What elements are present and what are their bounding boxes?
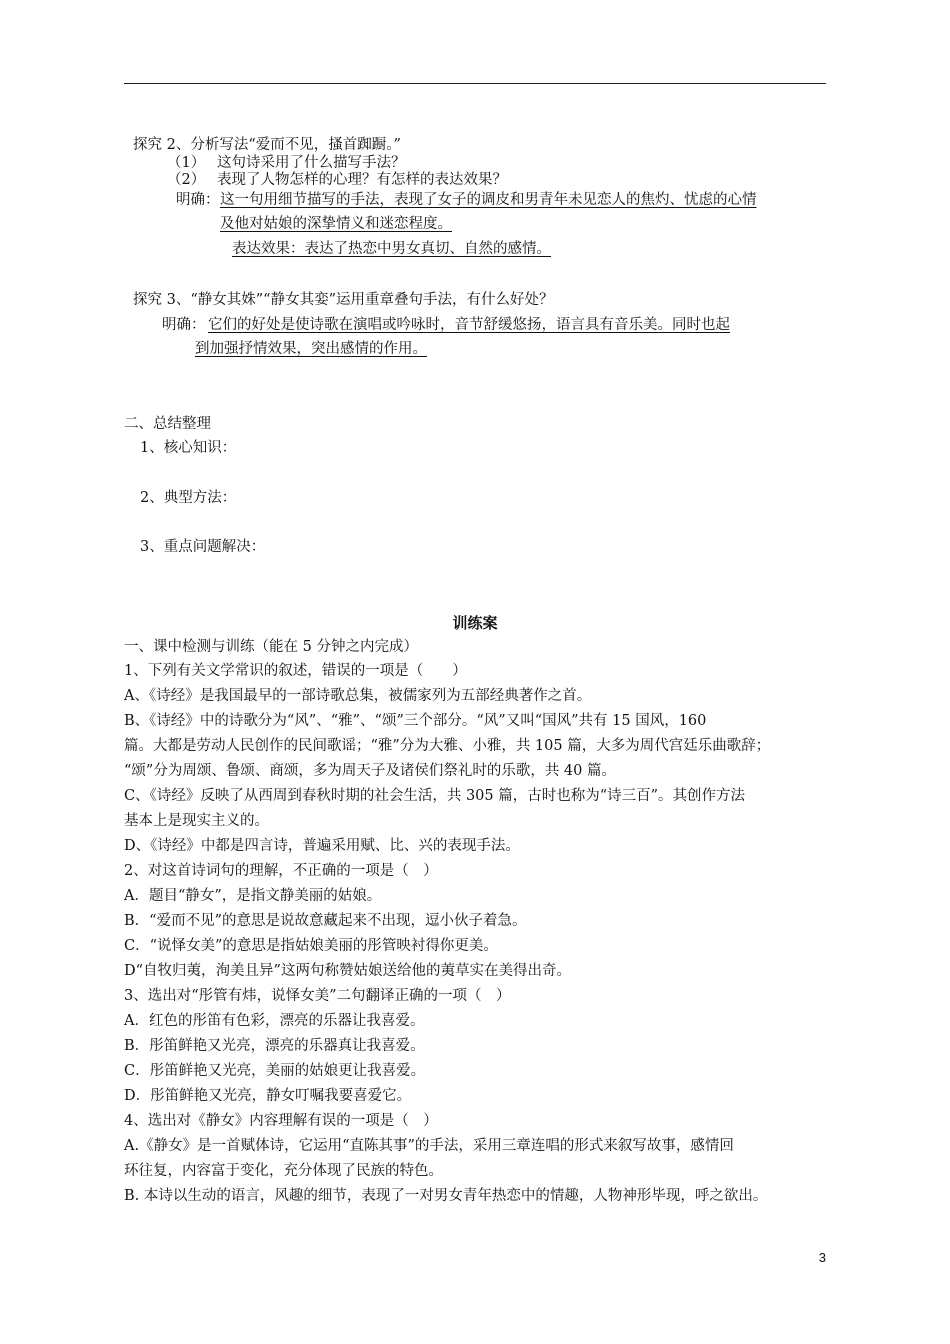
summary-item-problem: 3、重点问题解决： [140, 539, 266, 555]
training-line: C、《诗经》反映了从西周到春秋时期的社会生活，共 305 篇，古时也称为“诗三百”。其创作方法 [124, 788, 746, 804]
training-title: 训练案 [452, 614, 498, 632]
explore2-sub1: 这句诗采用了什么描写手法？ [217, 155, 406, 171]
explore2-sub2-number: （2） [167, 172, 206, 188]
training-section-heading: 一、课中检测与训练（能在 5 分钟之内完成） [124, 639, 418, 655]
training-line: 1、下列有关文学常识的叙述，错误的一项是（ ） [124, 663, 467, 679]
training-line: 篇。大都是劳动人民创作的民间歌谣；“雅”分为大雅、小雅，共 105 篇，大多为周代宫廷乐曲歌辞； [124, 738, 771, 754]
training-line: B．彤笛鲜艳又光亮，漂亮的乐器真让我喜爱。 [124, 1038, 425, 1054]
header-rule [124, 83, 826, 84]
explore2-answer-line1: 这一句用细节描写的手法，表现了女子的调皮和男青年未见恋人的焦灼、忧虑的心情 [220, 192, 757, 208]
explore2-effect: 表达效果：表达了热恋中男女真切、自然的感情。 [232, 241, 551, 257]
summary-item-core: 1、核心知识： [140, 440, 237, 456]
training-line: A．题目“静女”，是指文静美丽的姑娘。 [124, 888, 382, 904]
training-line: D．彤笛鲜艳又光亮，静女叮嘱我要喜爱它。 [124, 1088, 412, 1104]
training-line: 2、对这首诗词句的理解，不正确的一项是（ ） [124, 863, 438, 879]
training-line: 4、选出对《静女》内容理解有误的一项是（ ） [124, 1113, 438, 1129]
explore2-sub2: 表现了人物怎样的心理？有怎样的表达效果？ [217, 172, 507, 188]
training-line: 环往复，内容富于变化，充分体现了民族的特色。 [124, 1163, 443, 1179]
training-line: A.《静女》是一首赋体诗，它运用“直陈其事”的手法，采用三章连唱的形式来叙写故事，感情回 [124, 1138, 734, 1154]
explore2-answer-label: 明确： [176, 192, 220, 208]
training-line: 基本上是现实主义的。 [124, 813, 269, 829]
training-line: A、《诗经》是我国最早的一部诗歌总集，被儒家列为五部经典著作之首。 [124, 688, 592, 704]
summary-item-method: 2、典型方法： [140, 490, 237, 506]
training-line: C．“说怿女美”的意思是指姑娘美丽的彤管映衬得你更美。 [124, 938, 498, 954]
training-line: D、《诗经》中都是四言诗，普遍采用赋、比、兴的表现手法。 [124, 838, 520, 854]
explore3-answer-line1: 它们的好处是使诗歌在演唱或吟咏时，音节舒缓悠扬，语言具有音乐美。同时也起 [208, 317, 730, 333]
explore2-question: 探究 2、分析写法“爱而不见，搔首踟蹰。” [133, 137, 401, 153]
explore3-question: 探究 3、“静女其姝”“静女其娈”运用重章叠句手法，有什么好处？ [133, 292, 554, 308]
explore3-answer-line2: 到加强抒情效果，突出感情的作用。 [195, 341, 427, 357]
explore3-answer-label: 明确： [162, 317, 206, 333]
training-line: A．红色的彤笛有色彩，漂亮的乐器让我喜爱。 [124, 1013, 425, 1029]
training-line: B、《诗经》中的诗歌分为“风”、“雅”、“颂”三个部分。“风”又叫“国风”共有 15 国风，160 [124, 713, 707, 729]
training-line: B. 本诗以生动的语言，风趣的细节，表现了一对男女青年热恋中的情趣，人物神形毕现，呼之欲出。 [124, 1188, 768, 1204]
training-line: D“自牧归荑，洵美且异”这两句称赞姑娘送给他的荑草实在美得出奇。 [124, 963, 571, 979]
training-line: B．“爱而不见”的意思是说故意藏起来不出现，逗小伙子着急。 [124, 913, 527, 929]
training-line: “颂”分为周颂、鲁颂、商颂，多为周天子及诸侯们祭礼时的乐歌，共 40 篇。 [124, 763, 616, 779]
summary-heading: 二、总结整理 [124, 416, 211, 432]
page-number: 3 [818, 1250, 826, 1265]
explore2-answer-line2: 及他对姑娘的深挚情义和迷恋程度。 [220, 216, 452, 232]
training-line: 3、选出对“彤管有炜，说怿女美”二句翻译正确的一项（ ） [124, 988, 511, 1004]
explore2-sub1-number: （1） [167, 155, 206, 171]
training-line: C．彤笛鲜艳又光亮，美丽的姑娘更让我喜爱。 [124, 1063, 426, 1079]
